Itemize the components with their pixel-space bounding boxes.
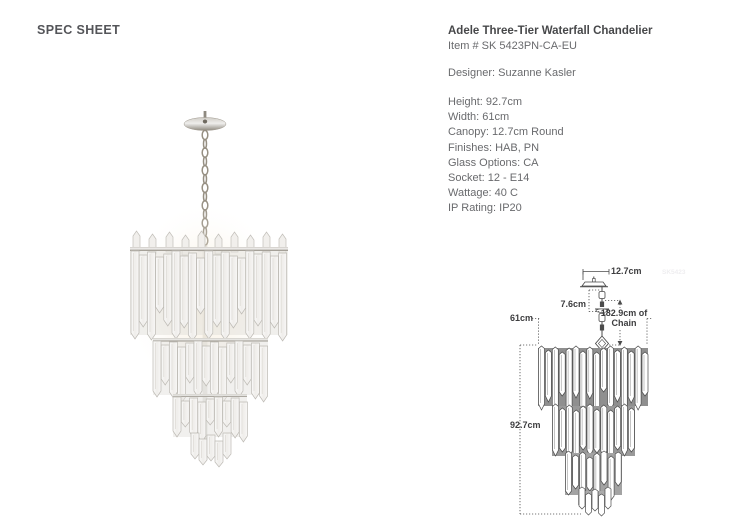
photo-tier-1: [130, 231, 288, 341]
photo-tier-2: [153, 338, 268, 403]
diagram-label-chain-length: [599, 308, 649, 328]
diagram-canopy: [580, 277, 608, 287]
spec-width: Width: 61cm: [448, 111, 510, 124]
dimension-diagram: [505, 255, 750, 526]
diagram-label-body-height: 92.7cm: [510, 420, 541, 430]
diagram-label-chain-length-line2: Chain: [611, 318, 637, 328]
photo-bottom-drops: [191, 433, 231, 467]
spec-wattage: Wattage: 40 C: [448, 187, 518, 200]
chandelier-photo-illustration: [55, 105, 355, 525]
product-name: Adele Three-Tier Waterfall Chandelier: [448, 25, 653, 37]
diagram-label-chain-drop: 7.6cm: [560, 299, 586, 309]
spec-list: [448, 95, 738, 217]
spec-ip-rating: IP Rating: IP20: [448, 202, 522, 215]
diagram-label-body-width: 61cm: [510, 313, 534, 323]
product-info: [448, 25, 738, 217]
diagram-watermark: SK5423: [662, 269, 686, 276]
spec-finishes: Finishes: HAB, PN: [448, 141, 540, 154]
diagram-label-chain-length-line1: 182.9cm of: [600, 308, 648, 318]
spec-glass-options: Glass Options: CA: [448, 156, 539, 169]
diagram-label-canopy-width: 12.7cm: [611, 266, 642, 276]
spec-socket: Socket: 12 - E14: [448, 172, 530, 185]
diagram-dim-canopy-width: [583, 269, 609, 280]
product-item-number: Item # SK 5423PN-CA-EU: [448, 40, 577, 52]
page-title: SPEC SHEET: [37, 23, 121, 37]
photo-canopy: [184, 111, 226, 131]
spec-canopy: Canopy: 12.7cm Round: [448, 126, 564, 139]
dimension-diagram-drawing: [505, 255, 750, 526]
spec-height: Height: 92.7cm: [448, 96, 522, 108]
diagram-bottom-drops: [578, 487, 611, 516]
product-designer: Designer: Suzanne Kasler: [448, 67, 576, 79]
product-photo: [55, 105, 355, 525]
